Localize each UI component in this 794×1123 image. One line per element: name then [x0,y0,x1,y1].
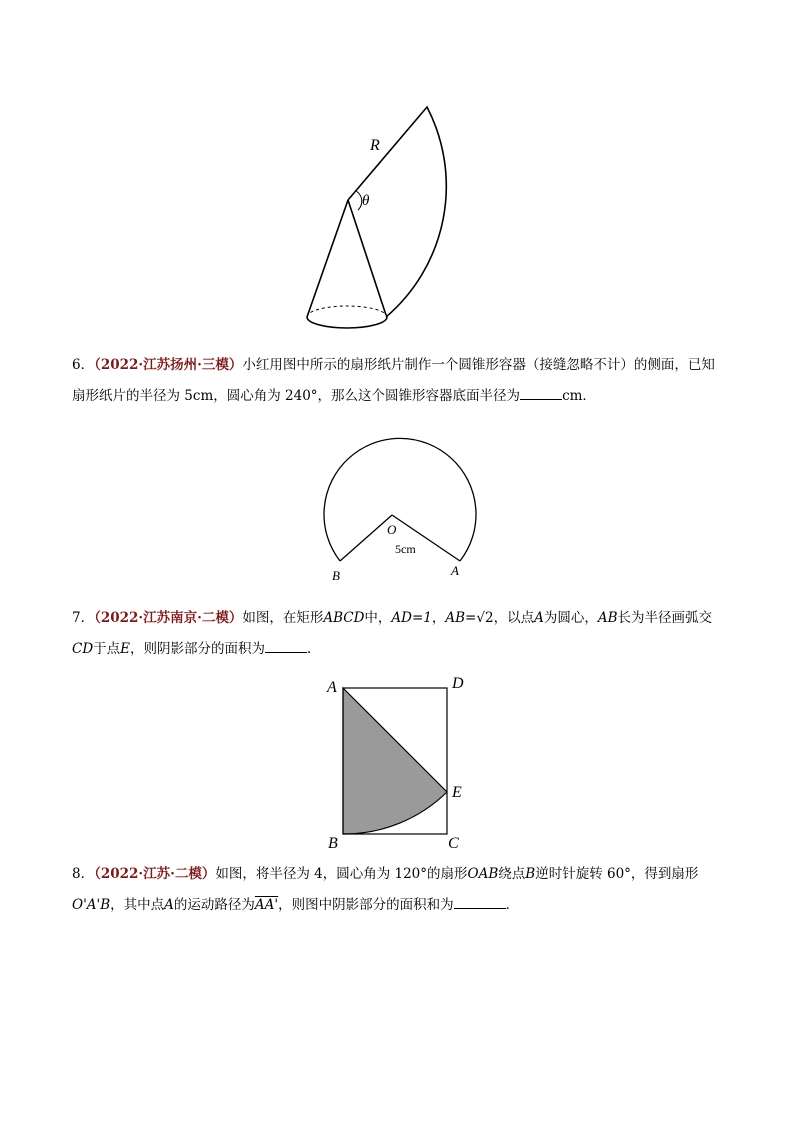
question-7 [72,603,722,665]
label-d: D [452,675,464,692]
sector-outline [348,107,446,317]
label-b: B [332,568,340,583]
question-var: CD [72,641,94,657]
question-text-end: ． [307,641,321,657]
question-var: ABCD [323,610,365,626]
q7-rectangle-figure [322,670,472,852]
question-text: 如图，将半径为 4，圆心角为 120°的扇形 [215,866,468,882]
question-6 [72,350,722,412]
question-var: O'A'B [72,897,111,913]
cone-left-edge [307,200,348,317]
question-var: AB [597,610,618,626]
q6-sector-figure [310,425,480,585]
answer-blank[interactable] [265,640,307,653]
question-var: E [120,641,131,657]
question-text: 的运动路径为 [173,897,255,913]
question-var: A [164,897,174,913]
cone-right-edge [348,200,386,315]
question-var: AD=1 [391,610,432,626]
answer-blank[interactable] [454,896,506,909]
label-a: A [451,563,459,578]
label-o: O [387,522,397,537]
cone-sector-figure [290,95,490,340]
question-var: OAB [467,866,499,882]
question-text: 如图，在矩形 [242,610,324,626]
answer-blank[interactable] [520,387,562,400]
label-c: C [448,835,459,852]
label-e: E [452,784,462,801]
question-text-end: cm． [562,388,596,404]
question-source: （2022·江苏·二模） [94,866,216,882]
question-text: 于点 [93,641,121,657]
label-r: R [370,137,380,154]
question-number: 7． [72,610,95,626]
question-text: 绕点 [498,866,526,882]
question-var: A [534,610,544,626]
sqrt-two: √2 [476,610,494,626]
question-text: ， [431,610,446,626]
shaded-region [343,688,447,834]
arc-aa-prime: AA' [254,897,279,913]
label-radius: 5cm [395,542,416,556]
question-text: 为圆心， [543,610,598,626]
label-a: A [327,679,337,696]
label-b: B [328,835,338,852]
question-text: 长为半径画弧交 [617,610,712,626]
question-text: ，则图中阴影部分的面积和为 [278,897,454,913]
question-text: ，以点 [493,610,535,626]
label-theta: θ [362,193,370,209]
question-number: 8． [72,866,95,882]
question-text-end: ． [505,897,520,913]
question-8 [72,859,722,921]
question-text: 中， [364,610,392,626]
question-var: B [525,866,536,882]
question-source: （2022·江苏扬州·三模） [94,357,243,373]
question-text: ，则阴影部分的面积为 [130,641,266,657]
question-number: 6． [72,357,95,373]
cone-base-back [307,306,387,317]
question-var: AB= [445,610,477,626]
question-text: ，其中点 [110,897,165,913]
question-text: 逆时针旋转 60°，得到扇形 [535,866,699,882]
angle-theta-arc [356,191,362,210]
question-source: （2022·江苏南京·二模） [94,610,243,626]
question-text: 小红用图中所示的扇形纸片制作一个圆锥形容器（接缝忽略不计）的侧面，已知扇形纸片的半径为 5cm，圆心角为 240°，那么这个圆锥形容器底面半径为 [72,357,715,404]
cone-base-front [307,317,387,328]
radius-ob [340,515,392,561]
